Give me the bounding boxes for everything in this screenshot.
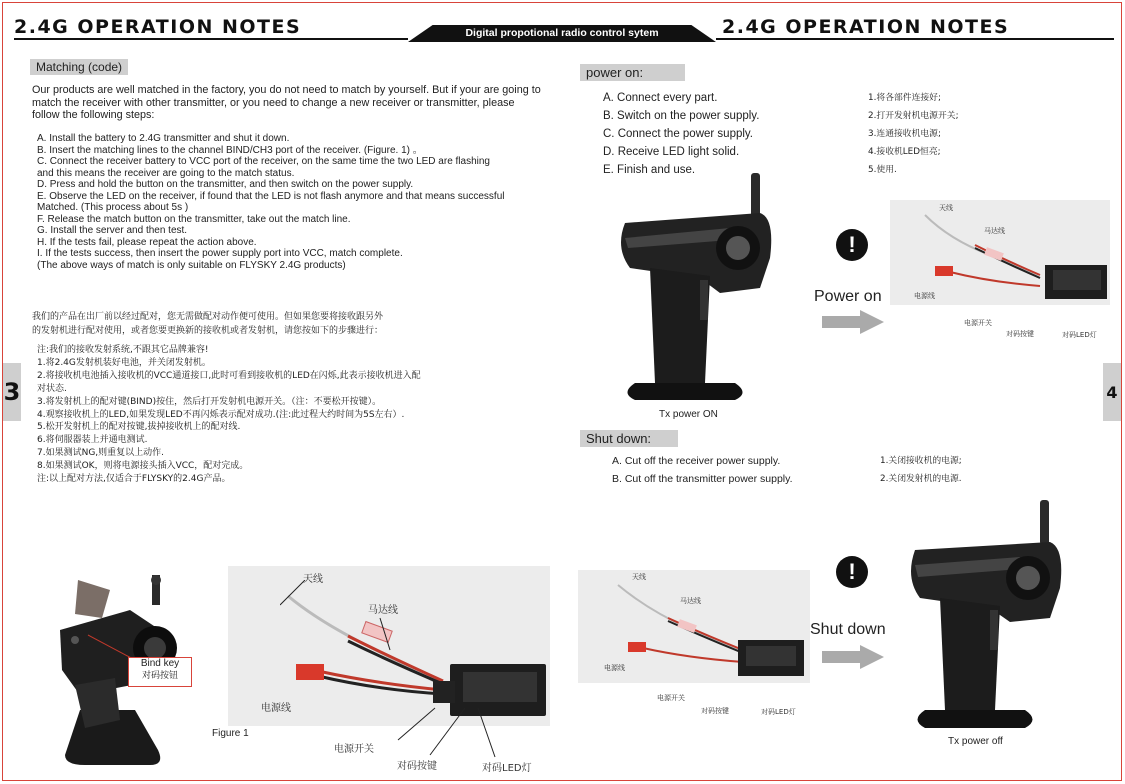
fig1-label-power-wire: 电源线 (261, 703, 291, 714)
power-on-step-e: E. Finish and use. (603, 164, 696, 176)
fig1-label-power-switch: 电源开关 (334, 744, 374, 755)
step-i: I. If the tests success, then insert the power supply port into VCC, match complete. (37, 248, 403, 259)
left-header-rule (14, 38, 408, 40)
cn-step-2-cont: 对状态. (37, 383, 67, 394)
step-e-cont: Matched. (This process about 5s ) (37, 202, 189, 213)
shut-down-label-power-wire: 电源线 (604, 664, 625, 672)
cn-step-note: 注:我们的接收发射系统,不跟其它品牌兼容! (37, 345, 209, 355)
cn-step-8: 8.如果测试OK，则将电源接头插入VCC，配对完成。 (37, 461, 249, 472)
power-on-steps-cn (868, 89, 959, 179)
shut-down-steps-cn (880, 452, 962, 488)
shut-down-section-label: Shut down: (580, 430, 678, 447)
right-header-rule (716, 38, 1114, 40)
fig1-leader-lines (280, 580, 560, 765)
arrow-right-icon (822, 310, 884, 334)
power-on-section-label: power on: (580, 64, 685, 81)
header-subtitle: Digital propotional radio control sytem (465, 27, 659, 39)
shut-down-label-match-led: 对码LED灯 (761, 708, 796, 716)
bind-key-callout (128, 657, 192, 687)
power-on-cn-4: 4.接收机LED恒亮; (868, 147, 941, 157)
fig1-label-match-button: 对码按键 (397, 761, 437, 772)
step-f: F. Release the match button on the transmitter, take out the match line. (37, 213, 351, 225)
left-header-title: 2.4G OPERATION NOTES (14, 16, 302, 38)
warning-icon-shut-down: ! (836, 556, 868, 588)
shut-down-label-antenna: 天线 (632, 573, 646, 581)
matching-section-label: Matching (code) (30, 59, 128, 75)
matching-intro: Our products are well matched in the factory, you do not need to match by yourself. But if your are going to match the receiver with other transmitter, or you need to change a new receiver or transmitter, please follow the following steps: (32, 84, 541, 122)
cn-step-1: 1.将2.4G发射机装好电池，并关闭发射机。 (37, 357, 211, 368)
step-d: D. Press and hold the button on the transmitter, and then switch on the power supply. (37, 179, 414, 190)
step-h: H. If the tests fail, please repeat the action above. (37, 236, 257, 248)
cn-step-7: 7.如果测试NG,则重复以上动作. (37, 448, 165, 459)
cn-step-4: 4.观察接收机上的LED,如果发现LED不再闪烁表示配对成功.(注:此过程大约时间为5S左右）. (37, 409, 405, 420)
figure-1-caption: Figure 1 (212, 728, 249, 739)
step-g: G. Install the server and then test. (37, 225, 188, 236)
step-note: (The above ways of match is only suitable on FLYSKY 2.4G products) (37, 259, 346, 271)
power-on-cn-2: 2.打开发射机电源开关; (868, 111, 959, 121)
power-on-step-d: D. Receive LED light solid. (603, 146, 740, 158)
cn-step-6: 6.将伺服器装上并通电测试. (37, 435, 148, 446)
cn-intro-line-1: 我们的产品在出厂前以经过配对，您无需做配对动作便可使用。但如果您要将接收跟另外 (32, 312, 384, 322)
shut-down-label-motor-wire: 马达线 (680, 597, 701, 605)
step-c: C. Connect the receiver battery to VCC port of the receiver, on the same time the two LED are flashing (37, 156, 490, 167)
power-on-label-power-switch: 电源开关 (964, 319, 992, 327)
tx-power-on-caption: Tx power ON (659, 409, 718, 420)
power-on-step-a: A. Connect every part. (603, 92, 718, 104)
shut-down-heading: Shut down (810, 621, 886, 638)
bind-key-cn: 对码按钮 (141, 671, 178, 681)
cn-intro (32, 310, 552, 338)
power-on-steps-en (603, 89, 759, 179)
shut-down-steps-en (612, 452, 793, 488)
shut-down-label-power-switch: 电源开关 (657, 694, 685, 702)
cn-steps (37, 344, 557, 486)
power-on-cn-3: 3.连通接收机电源; (868, 129, 941, 139)
page-number-left: 3 (3, 363, 21, 421)
transmitter-power-on-image (610, 168, 780, 403)
shut-down-step-a: A. Cut off the receiver power supply. (612, 455, 781, 467)
shut-down-label-match-button: 对码按键 (701, 707, 729, 715)
power-on-label-match-button: 对码按键 (1006, 330, 1034, 338)
power-on-heading: Power on (814, 288, 882, 305)
arrow-right-icon (822, 645, 884, 669)
right-header-title: 2.4G OPERATION NOTES (722, 16, 1010, 38)
cn-intro-line-2: 的发射机进行配对使用，或者您要更换新的接收机或者发射机，请您按如下的步骤进行： (32, 326, 384, 336)
power-on-cn-5: 5.使用. (868, 165, 897, 175)
warning-icon-power-on: ! (836, 229, 868, 261)
power-on-step-b: B. Switch on the power supply. (603, 110, 760, 122)
power-on-step-c: C. Connect the power supply. (603, 128, 754, 140)
shut-down-cn-1: 1.关闭接收机的电源; (880, 456, 962, 466)
transmitter-power-off-image (900, 500, 1070, 732)
matching-steps-en (37, 133, 552, 271)
fig1-label-motor-wire: 马达线 (368, 605, 398, 616)
shut-down-cn-2: 2.关闭发射机的电源. (880, 474, 962, 484)
power-on-label-match-led: 对码LED灯 (1062, 331, 1097, 339)
fig1-label-antenna: 天线 (303, 574, 323, 585)
shut-down-step-b: B. Cut off the transmitter power supply. (612, 473, 793, 485)
step-b: B. Insert the matching lines to the channel BIND/CH3 port of the receiver. (Figure. 1) 。 (37, 144, 423, 156)
step-c-cont: and this means the receiver are going to the match status. (37, 167, 295, 179)
page-number-right: 4 (1103, 363, 1121, 421)
fig1-label-match-led: 对码LED灯 (482, 763, 532, 774)
step-e: E. Observe the LED on the receiver, if found that the LED is not flash anymore and that means successful (37, 190, 505, 202)
power-on-cn-1: 1.将各部件连接好; (868, 93, 941, 103)
cn-step-footnote: 注:以上配对方法,仅适合于FLYSKY的2.4G产品。 (37, 474, 231, 485)
power-on-label-power-wire: 电源线 (914, 292, 935, 300)
cn-step-3: 3.将发射机上的配对键(BIND)按住，然后打开发射机电源开关。（注：不要松开按键）。 (37, 396, 382, 407)
power-on-receiver-photo (890, 200, 1110, 305)
cn-step-5: 5.松开发射机上的配对按键,拔掉接收机上的配对线. (37, 422, 241, 433)
power-on-label-motor-wire: 马达线 (984, 227, 1005, 235)
tx-power-off-caption: Tx power off (948, 736, 1003, 747)
bind-key-label: Bind key (140, 658, 180, 669)
step-a: A. Install the battery to 2.4G transmitter and shut it down. (37, 133, 290, 144)
power-on-label-antenna: 天线 (939, 204, 953, 212)
cn-step-2: 2.将接收机电池插入接收机的VCC通道接口,此时可看到接收机的LED在闪烁,此表示接收机进入配 (37, 370, 421, 381)
